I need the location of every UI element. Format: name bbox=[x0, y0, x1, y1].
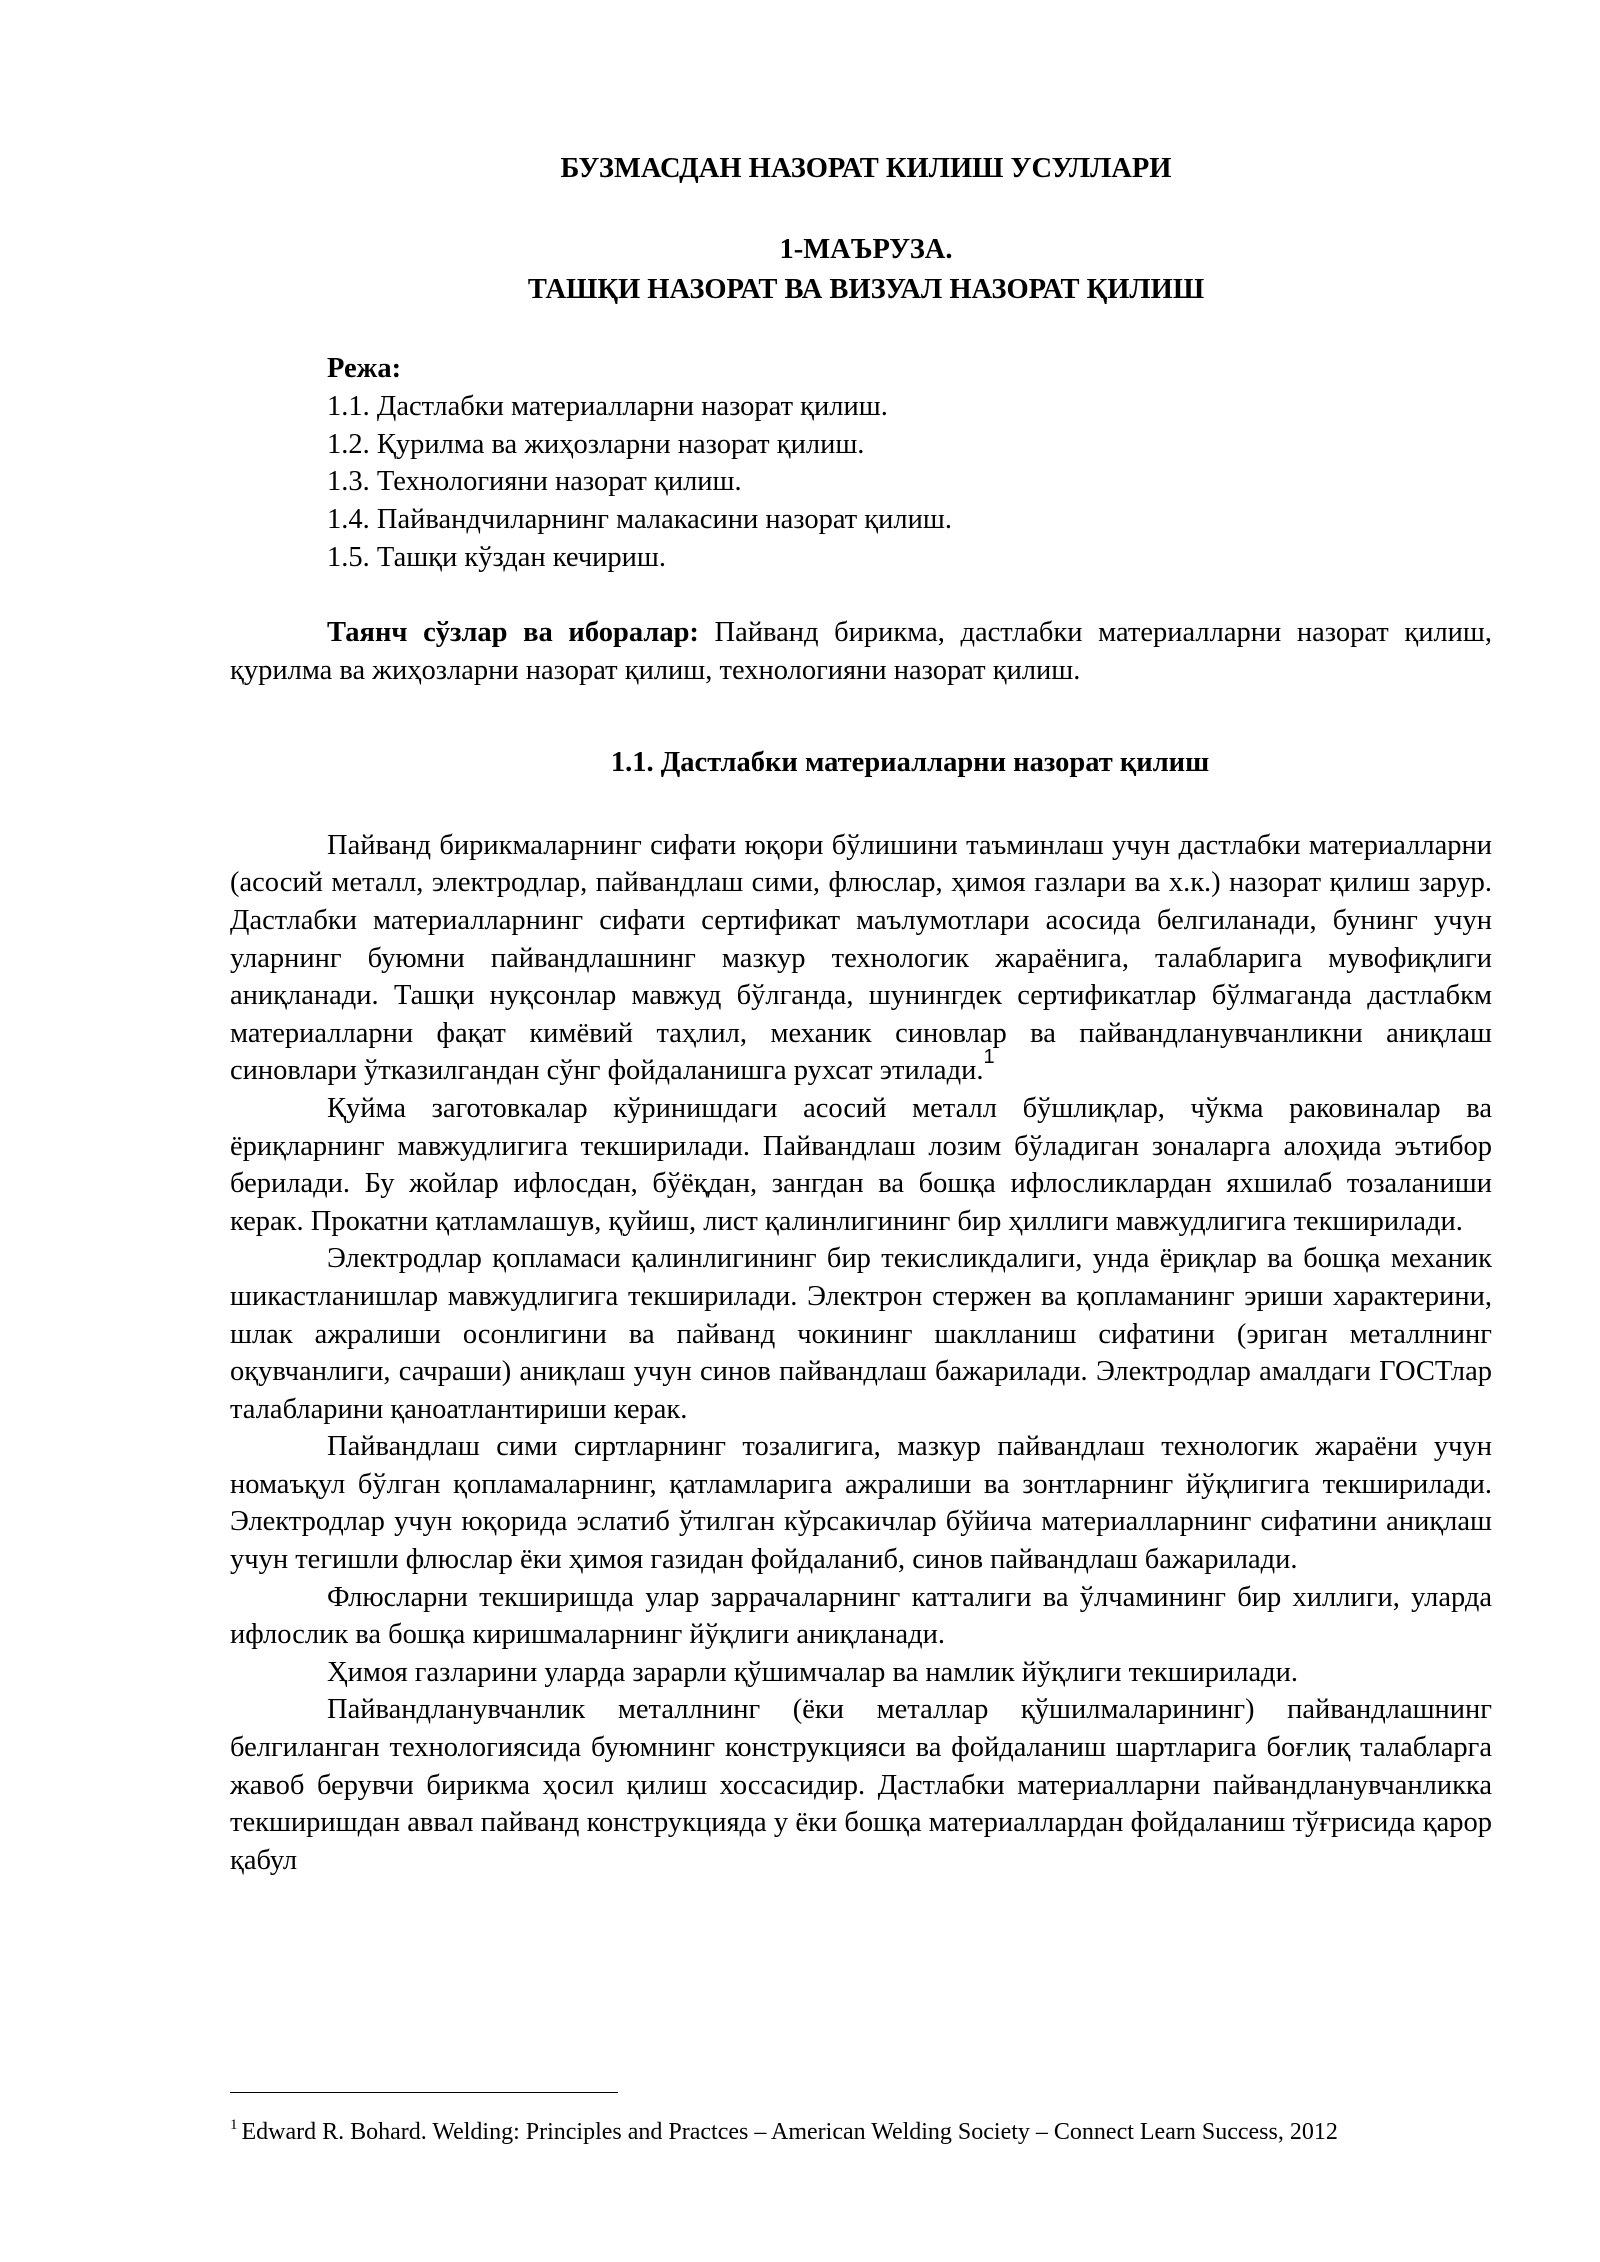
paragraph: Қуйма заготовкалар кўринишдаги асосий металл бўшлиқлар, чўкма раковиналар ва ёриқларнинг мавжудлигига текширилади. Пайвандлаш лозим бўладиган зоналарга алоҳида эътибор берилади. Бу жойлар ифлосдан, бўёқдан, зангдан ва бошқа ифлосликлардан яхшилаб тозаланиши керак. Прокатни қатламлашув, қуйиш, лист қалинлигининг бир ҳиллиги мавжудлигига текширилади. bbox=[230, 1092, 1492, 1237]
paragraph: Ҳимоя газларини уларда зарарли қўшимчалар ва намлик йўқлиги текширилади. bbox=[327, 1656, 1299, 1688]
paragraph bbox=[230, 827, 1492, 1090]
lecture-title: ТАШҚИ НАЗОРАТ ВА ВИЗУАЛ НАЗОРАТ ҚИЛИШ bbox=[527, 274, 1205, 305]
paragraph-text: Пайванд бирикмаларнинг сифати юқори бўлишини таъминлаш учун дастлабки материалларни (асосий металл, электродлар, пайвандлаш сими, флюслар, ҳимоя газлари ва х.к.) назорат қилиш зарур. Дастлабки материалларнинг сифати сертификат маълумотлари асосида белгиланади, бунинг учун уларнинг буюмни пайвандлашнинг мазкур технологик жараёнига, талабларига мувофиқлиги аниқланади. Ташқи нуқсонлар мавжуд бўлганда, шунингдек сертификатлар бўлмаганда дастлабкм материалларни фақат кимёвий таҳлил, механик синовлар ва пайвандланувчанликни аниқлаш синовлари ўтказилгандан сўнг фойдаланишга рухсат этилади. bbox=[230, 829, 1492, 1087]
plan-item: 1.4. Пайвандчиларнинг малакасини назорат қилиш. bbox=[327, 504, 952, 536]
paragraph: Электродлар қопламаси қалинлигининг бир текисликдалиги, унда ёриқлар ва бошқа механик шикастланишлар мавжудлигига текширилади. Электрон стержен ва қопламанинг эриши характерини, шлак ажралиши осонлигини ва пайванд чокининг шаклланиш сифатини (эриган металлнинг оқувчанлиги, сачраши) аниқлаш учун синов пайвандлаш бажарилади. Электродлар амалдаги ГОСТлар талабларини қаноатлантириши керак. bbox=[230, 1243, 1492, 1425]
paragraph: Флюсларни текширишда улар заррачаларнинг катталиги ва ўлчамининг бир хиллиги, уларда ифлослик ва бошқа киришмаларнинг йўқлиги аниқланади. bbox=[230, 1581, 1492, 1651]
plan-item: 1.3. Технологияни назорат қилиш. bbox=[327, 466, 742, 498]
lecture-number: 1-МАЪРУЗА. bbox=[779, 234, 953, 265]
plan-title: Режа: bbox=[327, 353, 402, 384]
footnote-text: Edward R. Bohard. Welding: Principles and Practces – American Welding Society – Connect Learn Success, 2012 bbox=[241, 2119, 1338, 2145]
footnote-reference: 1 bbox=[983, 1046, 995, 1069]
keywords-text: Пайванд бирикма, дастлабки материалларни назорат қилиш, қурилма ва жиҳозларни назорат қилиш, технологияни назорат қилиш. bbox=[230, 616, 1493, 686]
keywords-label: Таянч сўзлар ва иборалар: bbox=[327, 616, 699, 648]
footnote-separator bbox=[230, 2092, 618, 2093]
paragraph: Пайвандлаш сими сиртларнинг тозалигига, мазкур пайвандлаш технологик жараёни учун номаъқул бўлган қопламаларнинг, қатламларига ажралиши ва зонтларнинг йўқлигига текширилади. Электродлар учун юқорида эслатиб ўтилган кўрсакичлар бўйича материалларнинг сифатини аниқлаш учун тегишли флюслар ёки ҳимоя газидан фойдаланиб, синов пайвандлаш бажарилади. bbox=[230, 1431, 1492, 1576]
keywords-paragraph bbox=[230, 614, 1492, 690]
plan-list bbox=[327, 350, 1492, 577]
section-title: 1.1. Дастлабки материалларни назорат қилиш bbox=[610, 746, 1210, 778]
body-text bbox=[230, 827, 1492, 1880]
footnote bbox=[230, 2117, 1520, 2147]
document-page bbox=[230, 140, 1492, 1879]
paragraph: Пайвандланувчанлик металлнинг (ёки металлар қўшилмаларининг) пайвандлашнинг белгиланган технологиясида буюмнинг конструкцияси ва фойдаланиш шартларига боғлиқ талабларга жавоб берувчи бирикма ҳосил қилиш хоссасидир. Дастлабки материалларни пайвандланувчанликка текширишдан аввал пайванд конструкцияда у ёки бошқа материаллардан фойдаланиш тўғрисида қарор қабул bbox=[230, 1694, 1492, 1876]
document-title: БУЗМАСДАН НАЗОРАТ КИЛИШ УСУЛЛАРИ bbox=[560, 153, 1172, 184]
lecture-heading bbox=[230, 230, 1492, 310]
plan-item: 1.5. Ташқи кўздан кечириш. bbox=[327, 541, 666, 573]
plan-item: 1.2. Қурилма ва жиҳозларни назорат қилиш. bbox=[327, 428, 865, 460]
footnote-marker: 1 bbox=[230, 2117, 238, 2133]
plan-item: 1.1. Дастлабки материалларни назорат қилиш. bbox=[327, 390, 888, 422]
